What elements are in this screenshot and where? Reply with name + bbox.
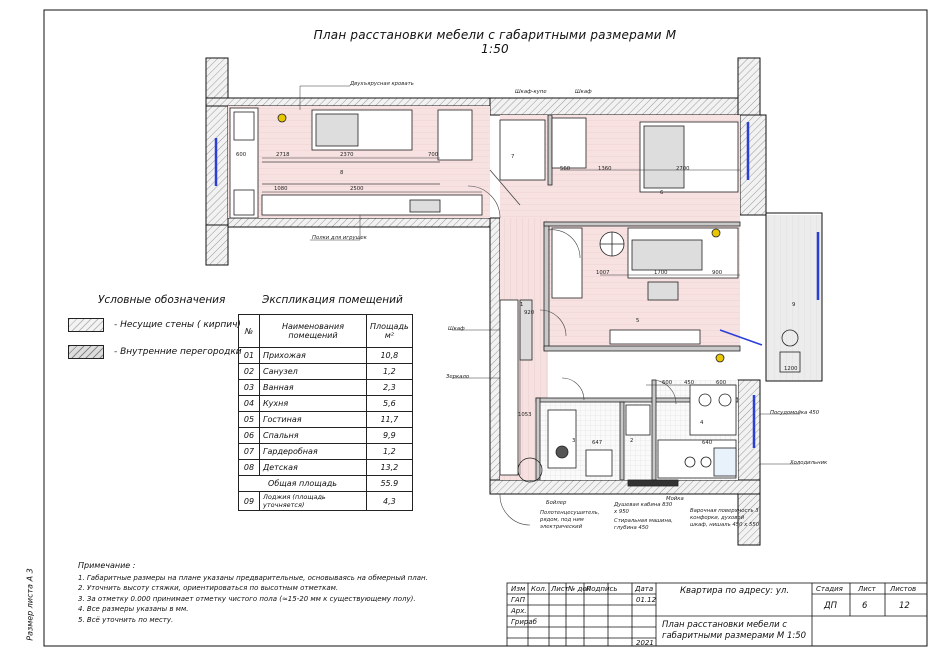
drawing-title: План расстановки мебели с габаритными размерами М 1:50: [313, 28, 677, 56]
tb-address: Квартира по адресу: ул.: [680, 586, 790, 596]
wardrobe-label: Шкаф-купе: [515, 89, 547, 95]
dimension-value: 1200: [784, 366, 798, 372]
sink-label: Мойка: [666, 496, 684, 502]
room-num-cell: 07: [239, 444, 260, 460]
note-item: 1. Габаритные размеры на плане указаны предварительные, основываясь на обмерный план.: [78, 573, 428, 582]
dimension-value: 1360: [598, 166, 612, 172]
room-name-cell: Спальня: [260, 428, 367, 444]
tb-header: Подпись: [586, 585, 618, 593]
room-num-cell: 05: [239, 412, 260, 428]
tb-year: 2021: [636, 639, 654, 647]
room-name-cell: Санузел: [260, 364, 367, 380]
shoe-cabinet-label: Шкаф: [448, 326, 465, 332]
tb-role: Арх.: [511, 607, 527, 615]
loggia-area: 4,3: [367, 492, 413, 511]
room-name-cell: Гардеробная: [260, 444, 367, 460]
room-number: 5: [636, 318, 640, 324]
room-number: 1: [520, 302, 524, 308]
dimension-value: 600: [236, 152, 247, 158]
room-name-cell: Детская: [260, 460, 367, 476]
explication-heading: Экспликация помещений: [262, 294, 403, 306]
sheet-size-label: Размер листа А 3: [25, 568, 35, 641]
hob-label: Варочная поверхность 3 конфорки, духовой шкаф, нишаль 450 х 550: [690, 508, 760, 528]
room-name-cell: Кухня: [260, 396, 367, 412]
dimension-value: 647: [592, 440, 603, 446]
tb-header: Изм: [511, 585, 526, 593]
washing-machine-label: Стиральная машина, глубина 450: [614, 518, 673, 531]
mirror-label: Зеркало: [446, 374, 470, 380]
note-item: 2. Уточнить высоту стяжки, ориентироваться по высотным отметкам.: [78, 584, 339, 593]
bunk-bed-label: Двухъярусная кровать: [350, 81, 414, 87]
total-label: Общая площадь: [239, 476, 367, 492]
room-number: 7: [511, 154, 515, 160]
loggia-name: Лоджия (площадь уточняется): [260, 492, 367, 511]
room-name-cell: Гостиная: [260, 412, 367, 428]
room-number: 9: [792, 302, 796, 308]
dimension-value: 560: [560, 166, 571, 172]
dimension-value: 600: [662, 380, 673, 386]
header-num: №: [239, 315, 260, 348]
boiler-label: Бойлер: [546, 500, 567, 506]
dimension-value: 1080: [274, 186, 288, 192]
dimension-value: 1700: [654, 270, 668, 276]
room-area-cell: 10,8: [367, 348, 413, 364]
dishwasher-label: Посудомойка 450: [770, 410, 820, 416]
tb-header: Лист: [551, 585, 569, 593]
room-area-cell: 9,9: [367, 428, 413, 444]
header-name: Наименования помещений: [260, 315, 367, 348]
notes-heading: Примечание :: [78, 561, 136, 570]
room-num-cell: 04: [239, 396, 260, 412]
dimension-value: 450: [684, 380, 695, 386]
room-name-cell: Прихожая: [260, 348, 367, 364]
tb-stage-label: Стадия: [816, 585, 843, 593]
dimension-value: 1007: [596, 270, 610, 276]
dimension-value: 600: [716, 380, 727, 386]
total-value: 55.9: [367, 476, 413, 492]
loggia-num: 09: [239, 492, 260, 511]
tb-sheets-label: Листов: [890, 585, 917, 593]
room-area-cell: 2,3: [367, 380, 413, 396]
tb-sheet: 6: [862, 601, 868, 611]
dimension-value: 2718: [276, 152, 290, 158]
legend-label: - Внутренние перегородки: [114, 347, 242, 357]
room-number: 4: [700, 420, 704, 426]
tb-date: 01.12: [636, 596, 657, 604]
room-num-cell: 01: [239, 348, 260, 364]
tb-stage: ДП: [824, 601, 838, 611]
room-area-cell: 13,2: [367, 460, 413, 476]
legend-label: - Несущие стены ( кирпич): [114, 320, 241, 330]
room-number: 8: [340, 170, 344, 176]
dimension-value: 1053: [518, 412, 532, 418]
tb-sheets: 12: [899, 601, 910, 611]
room-number: 6: [660, 190, 664, 196]
dimension-value: 640: [702, 440, 713, 446]
room-name-cell: Ванная: [260, 380, 367, 396]
room-num-cell: 06: [239, 428, 260, 444]
room-area-cell: 1,2: [367, 444, 413, 460]
room-num-cell: 08: [239, 460, 260, 476]
fridge-label: Холодильник: [790, 460, 828, 466]
tb-sheet-title: План расстановки мебели с габаритными размерами М 1:50: [662, 620, 807, 641]
dimension-value: 2500: [350, 186, 364, 192]
tb-header: Дата: [635, 585, 654, 593]
room-area-cell: 11,7: [367, 412, 413, 428]
dryer-note-label: Полотенцесушитель, рядом, под ним электрический: [540, 510, 600, 530]
note-item: 4. Все размеры указаны в мм.: [78, 605, 189, 614]
header-area: Площадь м²: [367, 315, 413, 348]
tb-role: ГАП: [511, 596, 525, 604]
room-area-cell: 1,2: [367, 364, 413, 380]
note-item: 3. За отметку 0.000 принимает отметку чистого пола (≈15-20 мм к существующему полу).: [78, 594, 416, 603]
legend-heading: Условные обозначения: [98, 294, 226, 306]
dimension-value: 2370: [340, 152, 354, 158]
room-area-cell: 5,6: [367, 396, 413, 412]
dimension-value: 700: [428, 152, 439, 158]
tb-role: Грираб: [511, 618, 537, 626]
tb-header: № док: [568, 585, 591, 593]
tb-sheet-label: Лист: [858, 585, 876, 593]
dimension-value: 920: [524, 310, 535, 316]
closet-label: Шкаф: [575, 89, 592, 95]
room-number: 2: [630, 438, 634, 444]
dimension-value: 2700: [676, 166, 690, 172]
room-number: 3: [572, 438, 576, 444]
room-num-cell: 02: [239, 364, 260, 380]
note-item: 5. Всё уточнить по месту.: [78, 615, 174, 624]
shower-label: Душевая кабина 830 х 950: [614, 502, 673, 515]
room-num-cell: 03: [239, 380, 260, 396]
toy-shelves-label: Полки для игрушек: [312, 235, 367, 241]
dimension-value: 900: [712, 270, 723, 276]
tb-header: Кол.: [531, 585, 547, 593]
